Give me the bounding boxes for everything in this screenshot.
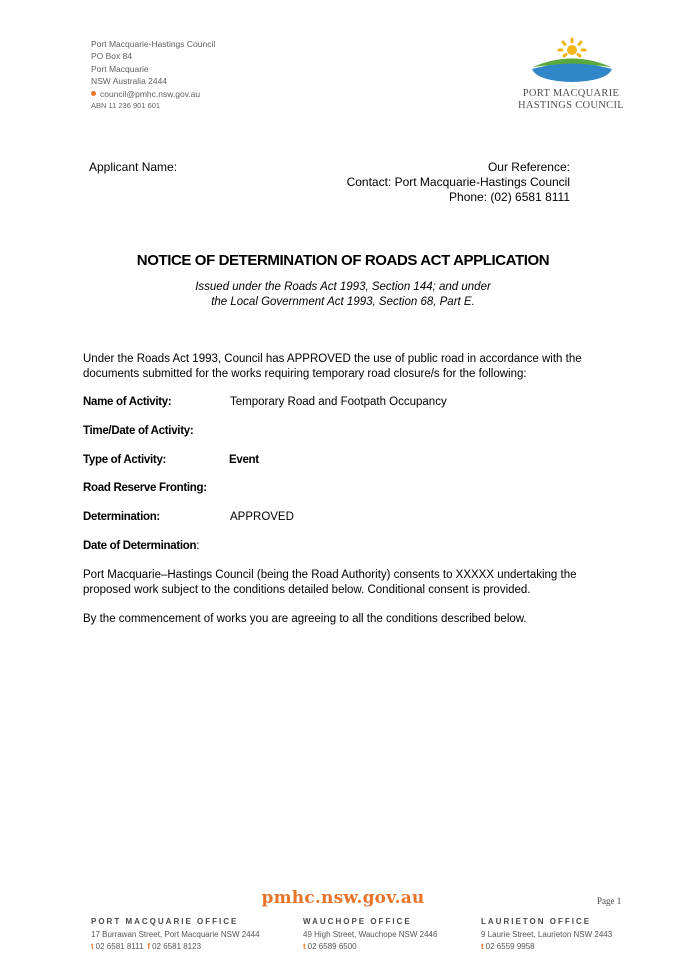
email-bullet-icon	[91, 91, 96, 96]
subtitle: Issued under the Roads Act 1993, Section 144; and under the Local Government Act 1993, Section 68, Part E.	[195, 281, 491, 308]
determination-date-label: Date of Determination:	[83, 540, 200, 552]
abn: ABN 11 236 901 601	[91, 101, 161, 111]
consent-paragraph: Port Macquarie–Hastings Council (being the Road Authority) consents to XXXXX undertaking the proposed work subject to the conditions detailed below. Conditional consent is provided.	[83, 569, 577, 596]
sun-icon	[559, 39, 585, 56]
road-reserve-label: Road Reserve Fronting:	[83, 482, 207, 494]
page-title: NOTICE OF DETERMINATION OF ROADS ACT APPLICATION	[136, 252, 550, 269]
intro-paragraph: Under the Roads Act 1993, Council has APPROVED the use of public road in accordance with the documents submitted for the works requiring temporary road closure/s for the following:	[83, 353, 582, 380]
po-box: PO Box 84	[91, 51, 133, 62]
determination-value: APPROVED	[230, 511, 294, 523]
activity-time-label: Time/Date of Activity:	[83, 425, 194, 437]
our-reference: Our Reference:	[487, 160, 570, 174]
activity-name-label: Name of Activity:	[83, 396, 172, 408]
activity-type-label: Type of Activity:	[83, 454, 167, 466]
activity-name-value: Temporary Road and Footpath Occupancy	[230, 396, 447, 408]
council-name: Port Macquarie-Hastings Council	[91, 39, 216, 49]
contact: Contact: Port Macquarie-Hastings Council	[346, 175, 570, 189]
reference-block	[347, 160, 570, 205]
office-port-macquarie: PORT MACQUARIE OFFICE 17 Burrawan Street, Port Macquarie NSW 2444 t 02 6581 8111 f 02 6581 8123	[91, 917, 260, 951]
page-number: Page 1	[597, 896, 622, 906]
water-shape	[532, 64, 612, 83]
email-line	[91, 88, 215, 100]
website-link[interactable]: pmhc.nsw.gov.au	[261, 888, 425, 908]
office-wauchope: WAUCHOPE OFFICE 49 High Street, Wauchope NSW 2446 t 02 6589 6500	[303, 917, 438, 951]
determination-label: Determination:	[83, 511, 160, 523]
commencement-paragraph: By the commencement of works you are agreeing to all the conditions described below.	[83, 613, 527, 625]
phone: Phone: (02) 6581 8111	[449, 190, 570, 204]
council-address-block	[91, 38, 215, 112]
activity-type-value: Event	[229, 454, 259, 466]
email-link[interactable]: council@pmhc.nsw.gov.au	[100, 88, 201, 99]
state-postcode: NSW Australia 2444	[91, 76, 168, 87]
applicant-name-label: Applicant Name:	[89, 160, 178, 174]
office-laurieton: LAURIETON OFFICE 9 Laurie Street, Laurieton NSW 2443 t 02 6559 9958	[481, 917, 613, 951]
city: Port Macquarie	[91, 63, 149, 74]
logo-wordmark: PORT MACQUARIE HASTINGS COUNCIL	[517, 88, 624, 111]
